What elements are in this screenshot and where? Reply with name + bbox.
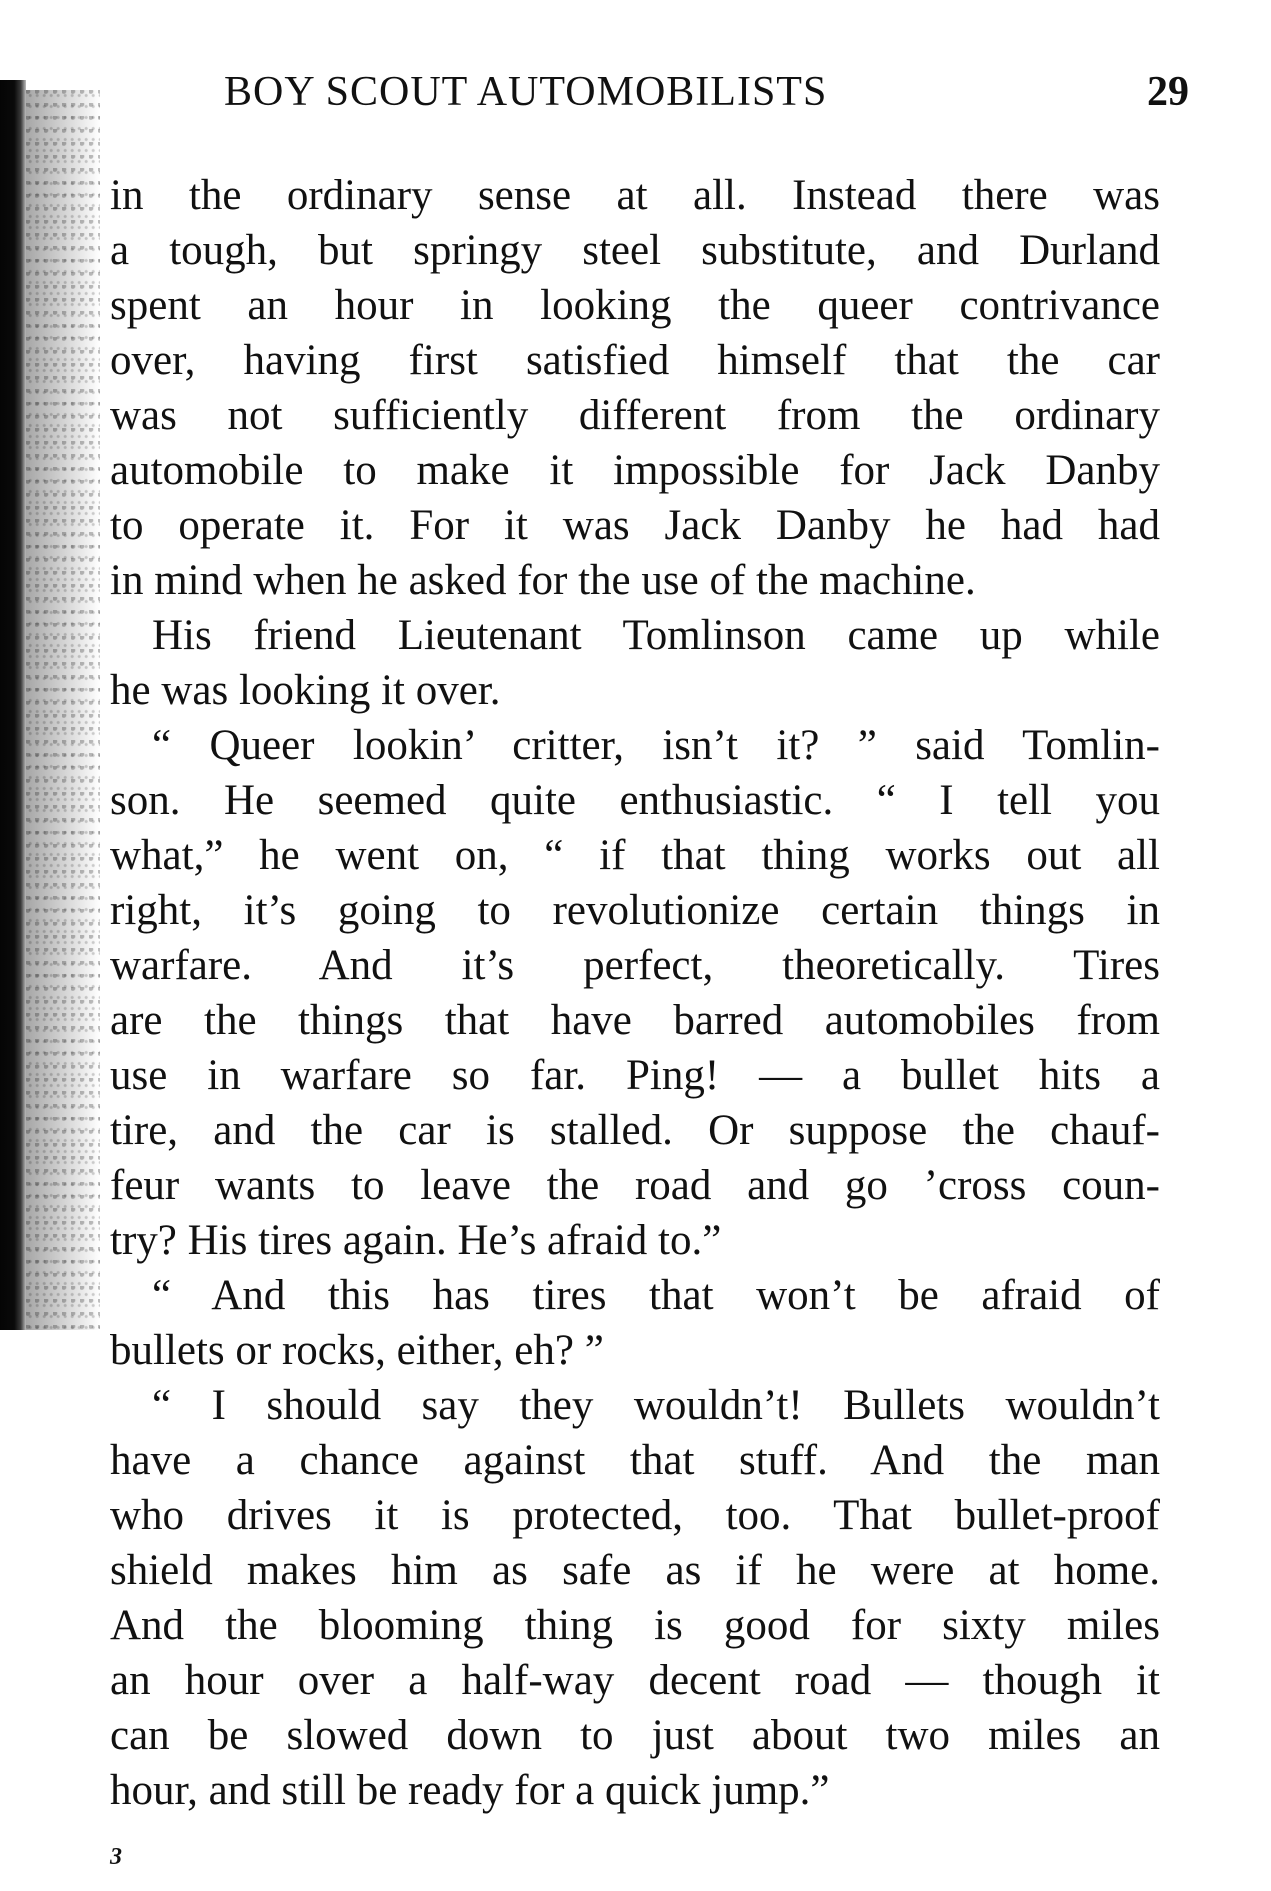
signature-mark: 3 <box>110 1844 122 1870</box>
running-head: BOY SCOUT AUTOMOBILISTS <box>224 69 828 115</box>
page-number: 29 <box>1147 69 1189 115</box>
text-line: an hour over a half-way decent road — though it <box>110 1657 1160 1704</box>
text-line: are the things that have barred automobiles from <box>110 997 1160 1044</box>
text-line: a tough, but springy steel substitute, and Durland <box>110 227 1160 274</box>
text-line: His friend Lieutenant Tomlinson came up while <box>152 612 1160 659</box>
text-line: in mind when he asked for the use of the machine. <box>110 557 976 604</box>
text-line: right, it’s going to revolutionize certain things in <box>110 887 1160 934</box>
text-line: hour, and still be ready for a quick jump.” <box>110 1767 830 1814</box>
text-line: warfare. And it’s perfect, theoretically. Tires <box>110 942 1160 989</box>
text-line: was not sufficiently different from the ordinary <box>110 392 1160 439</box>
text-line: over, having first satisfied himself that the car <box>110 337 1160 384</box>
text-line: shield makes him as safe as if he were at home. <box>110 1547 1160 1594</box>
text-line: can be slowed down to just about two miles an <box>110 1712 1160 1759</box>
text-line: to operate it. For it was Jack Danby he had had <box>110 502 1160 549</box>
text-line: in the ordinary sense at all. Instead there was <box>110 172 1160 219</box>
text-line: “ And this has tires that won’t be afraid of <box>152 1272 1160 1319</box>
text-line: feur wants to leave the road and go ’cross coun- <box>110 1162 1160 1209</box>
binding-speckle <box>26 90 100 1330</box>
body-text <box>110 168 1160 1818</box>
text-line: what,” he went on, “ if that thing works out all <box>110 832 1160 879</box>
text-line: who drives it is protected, too. That bullet-proof <box>110 1492 1160 1539</box>
text-line: spent an hour in looking the queer contrivance <box>110 282 1160 329</box>
text-line: try? His tires again. He’s afraid to.” <box>110 1217 722 1264</box>
text-line: tire, and the car is stalled. Or suppose the chauf- <box>110 1107 1160 1154</box>
text-line: he was looking it over. <box>110 667 501 714</box>
text-line: son. He seemed quite enthusiastic. “ I tell you <box>110 777 1160 824</box>
text-line: And the blooming thing is good for sixty miles <box>110 1602 1160 1649</box>
page-header <box>224 68 1189 118</box>
text-line: have a chance against that stuff. And the man <box>110 1437 1160 1484</box>
text-line: “ I should say they wouldn’t! Bullets wouldn’t <box>152 1382 1160 1429</box>
text-line: bullets or rocks, either, eh? ” <box>110 1327 604 1374</box>
text-line: “ Queer lookin’ critter, isn’t it? ” said Tomlin- <box>152 722 1160 769</box>
text-line: automobile to make it impossible for Jack Danby <box>110 447 1160 494</box>
text-line: use in warfare so far. Ping! — a bullet hits a <box>110 1052 1160 1099</box>
binding-shadow <box>0 80 26 1330</box>
